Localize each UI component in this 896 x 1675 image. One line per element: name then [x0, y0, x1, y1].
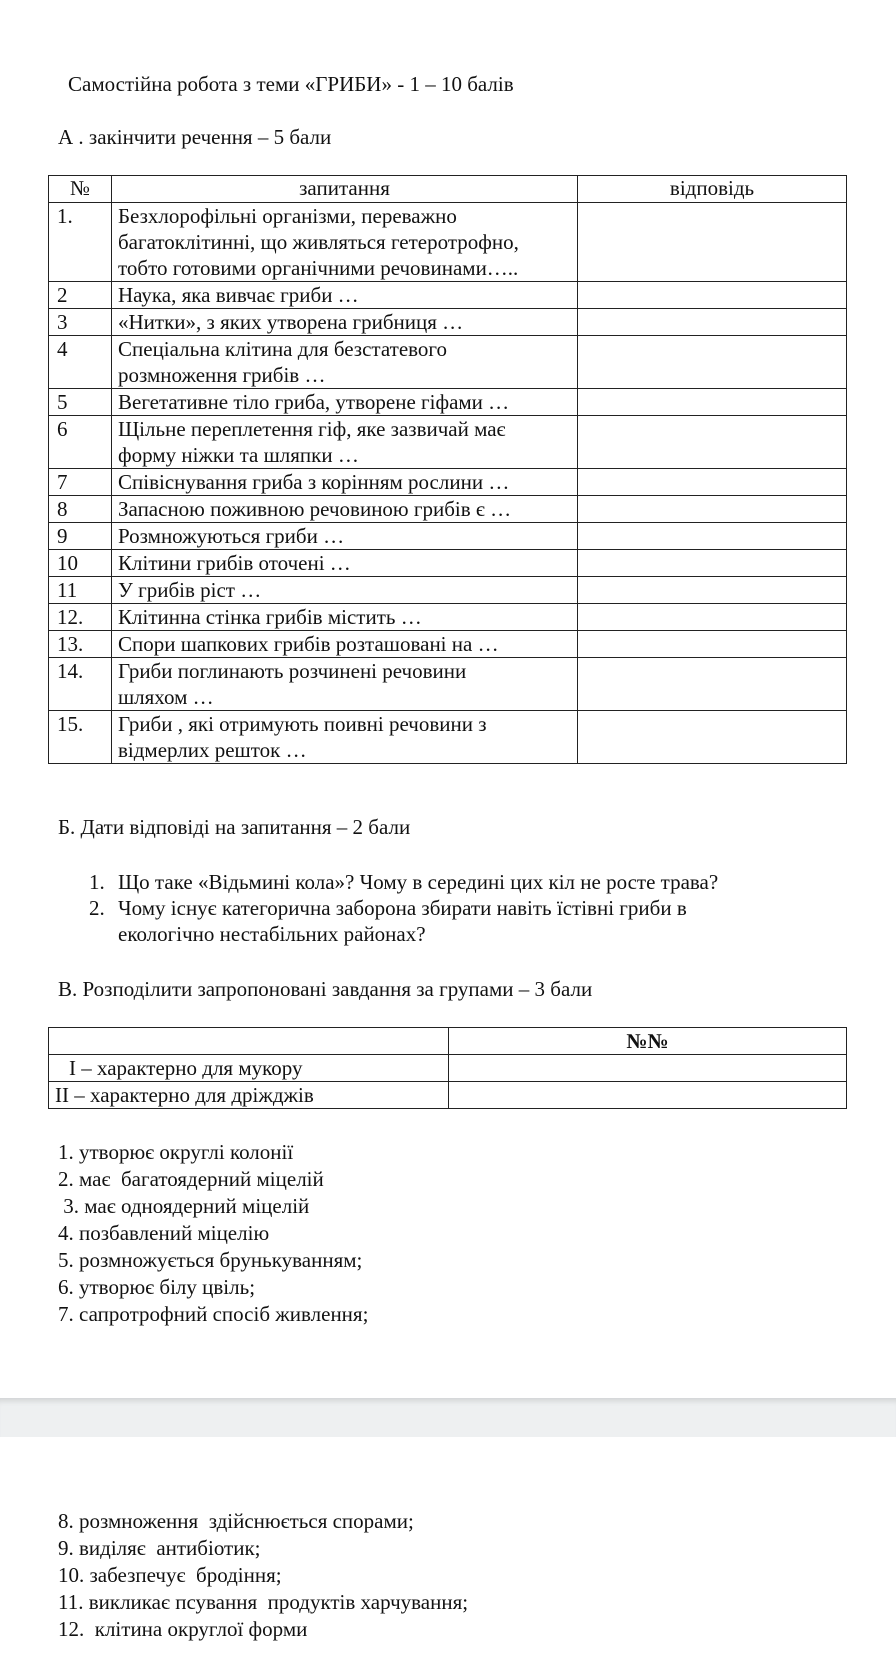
question-line: Гриби , які отримують поивні речовини з: [118, 712, 487, 736]
groups-table: [48, 1027, 847, 1109]
question-number: 1.: [89, 870, 105, 894]
answer-cell[interactable]: [578, 309, 847, 336]
groups-table-header-row: [49, 1028, 847, 1055]
row-question: [112, 523, 578, 550]
question-line: тобто готовими органічними речовинами…..: [118, 256, 519, 280]
questions-table: [48, 175, 847, 764]
list-item: 3. має одноядерний міцелій: [58, 1194, 310, 1218]
table-row: [49, 550, 847, 577]
row-number: 2: [49, 282, 112, 309]
row-question: [112, 631, 578, 658]
row-number: 8: [49, 496, 112, 523]
table-row: [49, 604, 847, 631]
row-number: 1.: [49, 203, 112, 282]
question-line: Розмножуються гриби …: [118, 524, 345, 548]
table-row: [49, 496, 847, 523]
list-item: 2. має багатоядерний міцелій: [58, 1167, 324, 1191]
group-label: І – характерно для мукору: [49, 1055, 449, 1082]
row-question: [112, 309, 578, 336]
answer-cell[interactable]: [578, 658, 847, 711]
question-line: відмерлих решток …: [118, 738, 307, 762]
list-item: 11. викликає псування продуктів харчування;: [58, 1590, 469, 1614]
answer-cell[interactable]: [578, 711, 847, 764]
question-line: Спеціальна клітина для безстатевого: [118, 337, 447, 361]
table-row: [49, 711, 847, 764]
question-line: Запасною поживною речовиною грибів є …: [118, 497, 512, 521]
group-label: ІІ – характерно для дріжджів: [49, 1082, 449, 1109]
table-row: [49, 1082, 847, 1109]
answer-cell[interactable]: [578, 469, 847, 496]
row-number: 12.: [49, 604, 112, 631]
table-row: [49, 658, 847, 711]
answer-cell[interactable]: [578, 416, 847, 469]
table-row: [49, 631, 847, 658]
row-number: 7: [49, 469, 112, 496]
row-question: [112, 658, 578, 711]
row-number: 11: [49, 577, 112, 604]
list-item: 10. забезпечує бродіння;: [58, 1563, 282, 1587]
row-question: [112, 496, 578, 523]
answer-cell[interactable]: [578, 631, 847, 658]
row-number: 4: [49, 336, 112, 389]
question-text: Що таке «Відьмині кола»? Чому в середині цих кіл не росте трава?: [118, 870, 719, 894]
question-line: Клітинна стінка грибів містить …: [118, 605, 422, 629]
section-v-heading: В. Розподілити запропоновані завдання за групами – 3 бали: [58, 977, 593, 1001]
row-number: 15.: [49, 711, 112, 764]
row-number: 5: [49, 389, 112, 416]
table-row: [49, 282, 847, 309]
section-b-heading: Б. Дати відповіді на запитання – 2 бали: [58, 815, 411, 839]
question-line: У грибів ріст …: [118, 578, 262, 602]
table-row: [49, 1055, 847, 1082]
list-item: 12. клітина округлої форми: [58, 1617, 308, 1641]
table-row: [49, 416, 847, 469]
table-row: [49, 336, 847, 389]
answer-cell[interactable]: [578, 389, 847, 416]
answer-cell[interactable]: [578, 282, 847, 309]
question-line: «Нитки», з яких утворена грибниця …: [118, 310, 464, 334]
question-text: Чому існує категорична заборона збирати навіть їстівні гриби в: [118, 896, 687, 920]
row-question: [112, 416, 578, 469]
question-text: екологічно нестабільних районах?: [118, 922, 426, 946]
question-line: багатоклітинні, що живляться гетеротрофно,: [118, 230, 519, 254]
table-row: [49, 523, 847, 550]
question-number: 2.: [89, 896, 105, 920]
answer-cell[interactable]: [578, 496, 847, 523]
row-number: 9: [49, 523, 112, 550]
question-line: Наука, яка вивчає гриби …: [118, 283, 359, 307]
row-question: [112, 203, 578, 282]
row-number: 10: [49, 550, 112, 577]
question-line: Щільне переплетення гіф, яке зазвичай має: [118, 417, 506, 441]
table-row: [49, 469, 847, 496]
table-row: [49, 309, 847, 336]
row-question: [112, 711, 578, 764]
header-answer: відповідь: [578, 176, 847, 203]
question-line: Клітини грибів оточені …: [118, 551, 351, 575]
question-line: форму ніжки та шляпки …: [118, 443, 359, 467]
groups-header-numbers: №№: [449, 1028, 847, 1055]
list-item: 1. утворює округлі колонії: [58, 1140, 294, 1164]
list-item: 9. виділяє антибіотик;: [58, 1536, 261, 1560]
table-row: [49, 577, 847, 604]
section-a-heading: А . закінчити речення – 5 бали: [58, 125, 332, 149]
page-separator: [0, 1398, 896, 1437]
table-row: [49, 389, 847, 416]
answer-cell[interactable]: [578, 604, 847, 631]
row-question: [112, 577, 578, 604]
group-answer-cell[interactable]: [449, 1082, 847, 1109]
row-number: 6: [49, 416, 112, 469]
row-question: [112, 282, 578, 309]
question-line: Вегетативне тіло гриба, утворене гіфами …: [118, 390, 510, 414]
groups-header-empty: [49, 1028, 449, 1055]
questions-table-header-row: [49, 176, 847, 203]
question-line: Гриби поглинають розчинені речовини: [118, 659, 467, 683]
list-item: 7. сапротрофний спосіб живлення;: [58, 1302, 369, 1326]
row-question: [112, 469, 578, 496]
row-question: [112, 604, 578, 631]
list-item: 4. позбавлений міцелію: [58, 1221, 270, 1245]
answer-cell[interactable]: [578, 336, 847, 389]
list-item: 5. розмножується брунькуванням;: [58, 1248, 363, 1272]
answer-cell[interactable]: [578, 577, 847, 604]
question-line: Спори шапкових грибів розташовані на …: [118, 632, 499, 656]
answer-cell[interactable]: [578, 550, 847, 577]
header-question: запитання: [112, 176, 578, 203]
group-answer-cell[interactable]: [449, 1055, 847, 1082]
row-question: [112, 336, 578, 389]
row-number: 14.: [49, 658, 112, 711]
row-number: 13.: [49, 631, 112, 658]
answer-cell[interactable]: [578, 523, 847, 550]
row-question: [112, 550, 578, 577]
question-line: Безхлорофільні організми, переважно: [118, 204, 457, 228]
answer-cell[interactable]: [578, 203, 847, 282]
list-item: 8. розмноження здійснюється спорами;: [58, 1509, 414, 1533]
question-line: Співіснування гриба з корінням рослини …: [118, 470, 510, 494]
row-question: [112, 389, 578, 416]
list-item: 6. утворює білу цвіль;: [58, 1275, 256, 1299]
question-line: розмноження грибів …: [118, 363, 326, 387]
question-line: шляхом …: [118, 685, 214, 709]
row-number: 3: [49, 309, 112, 336]
page-title: Самостійна робота з теми «ГРИБИ» - 1 – 10 балів: [68, 72, 514, 96]
table-row: [49, 203, 847, 282]
header-num: №: [49, 176, 112, 203]
